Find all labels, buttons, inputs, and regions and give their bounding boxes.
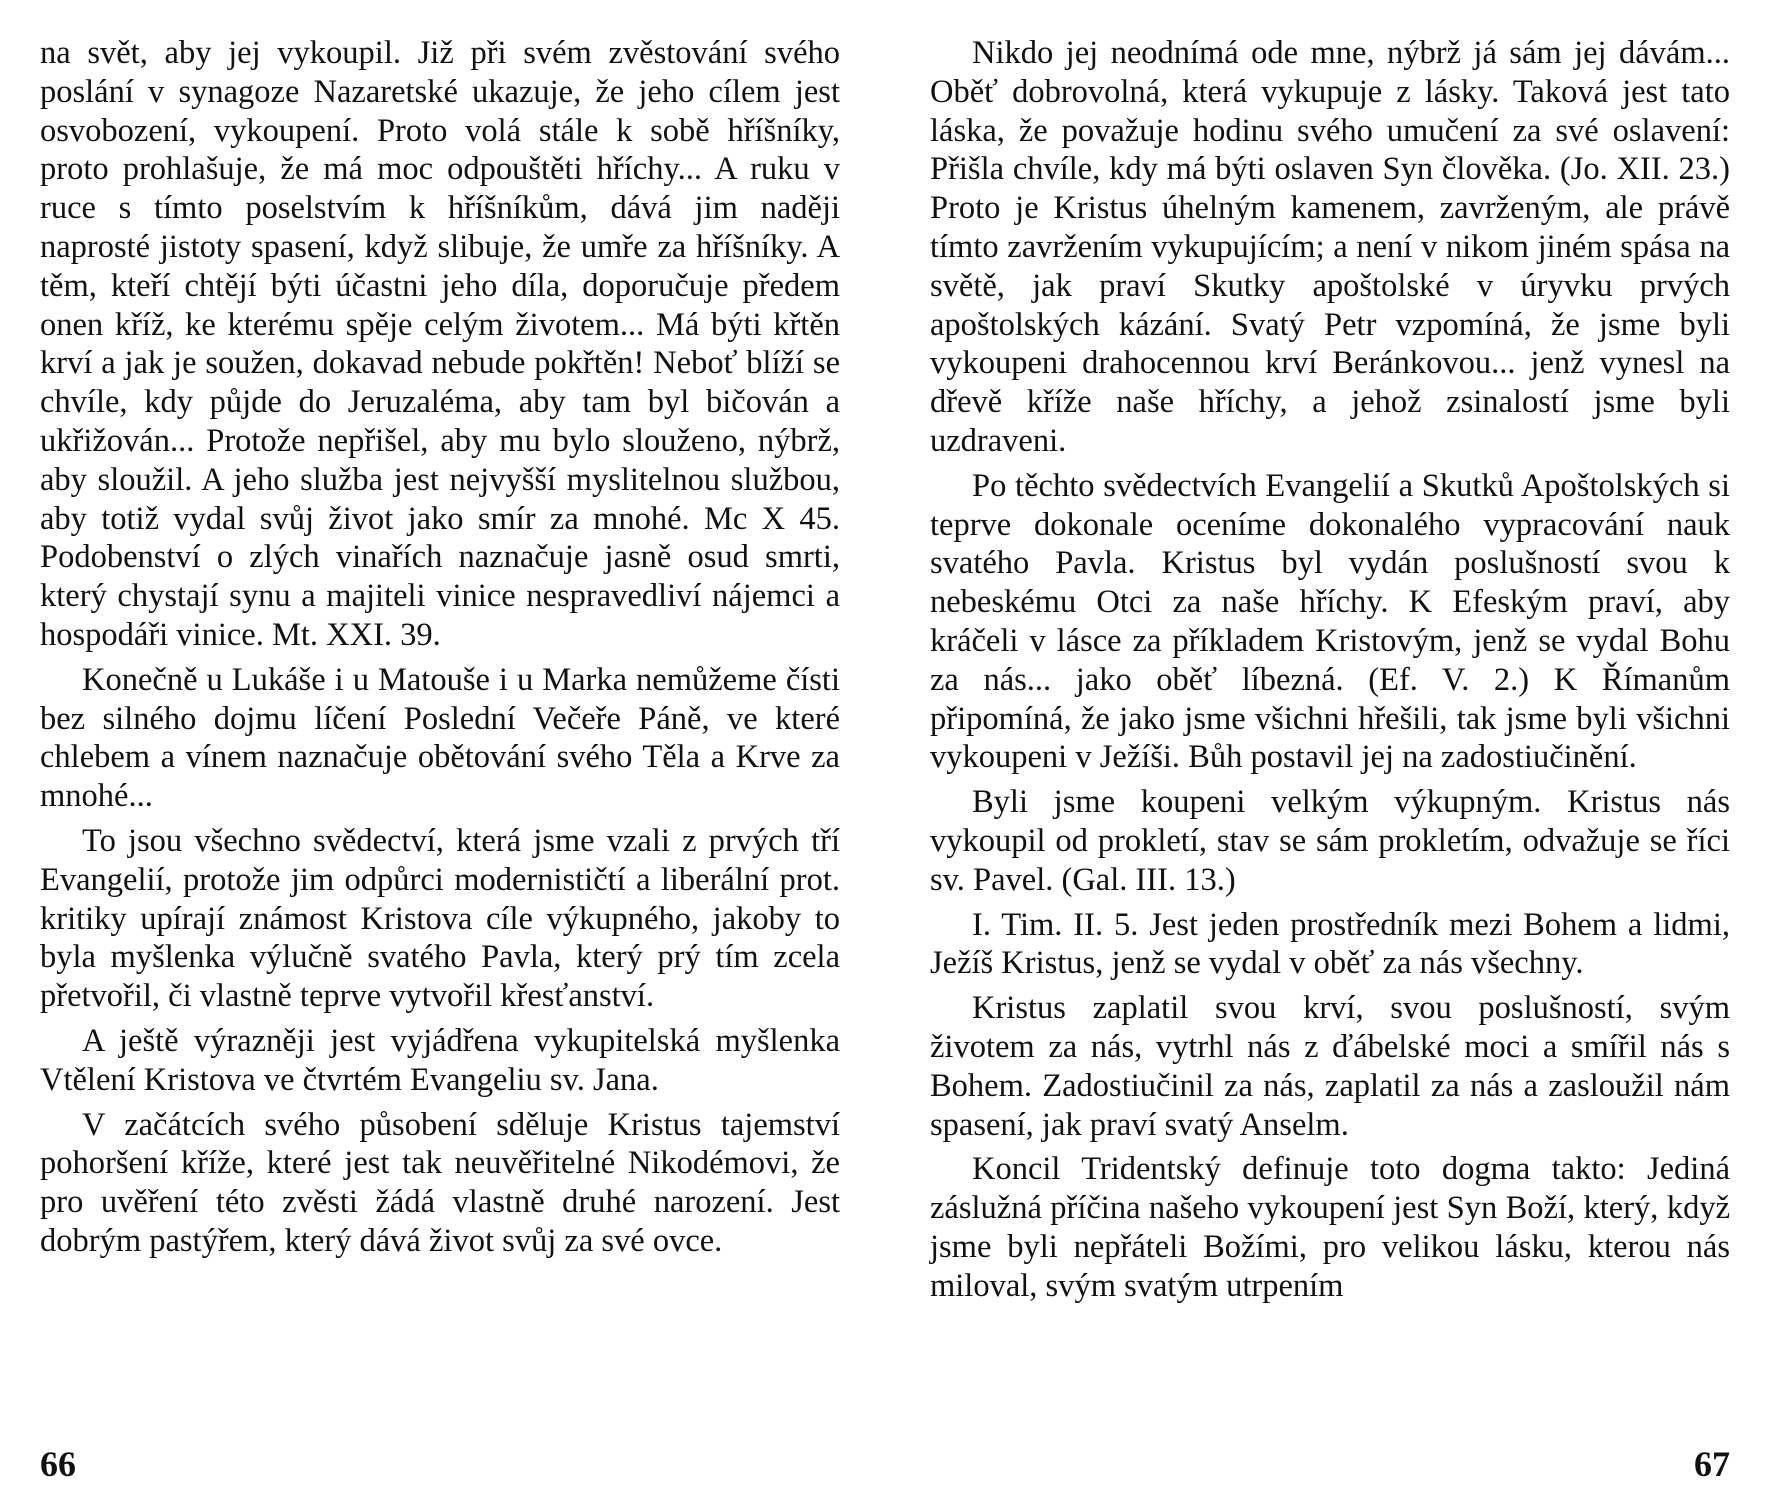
page-number-left: 66 [40, 1444, 76, 1484]
paragraph: Nikdo jej neodnímá ode mne, nýbrž já sám jej dávám... Oběť dobrovolná, která vykupuje z lásky. Taková jest tato láska, že považuje hodinu svého umučení za své oslavení: Přišla chvíle, kdy má býti oslaven Syn člověka. (Jo. XII. 23.) Proto je Kristus úhelným kamenem, zavrženým, ale právě tímto zavržením vykupujícím; a není v nikom jiném spása na světě, jak praví Skutky apoštolské v úryvku prvých apoštolských kázání. Svatý Petr vzpomíná, že jsme byli vykoupeni drahocennou krví Beránkovou... jenž vynesl na dřevě kříže naše hříchy, a jehož zsinalostí jsme byli uzdraveni. [930, 35, 1730, 459]
paragraph: Po těchto svědectvích Evangelií a Skutků Apoštolských si teprve dokonale oceníme dokonalého vypracování nauk svatého Pavla. Kristus byl vydán poslušností svou k nebeskému Otci za naše hříchy. K Efeským praví, aby kráčeli v lásce za příkladem Kristovým, jenž se vydal Bohu za nás... jako oběť líbezná. (Ef. V. 2.) K Římanům připomíná, že jako jsme všichni hřešili, tak jsme byli všichni vykoupeni v Ježíši. Bůh postavil jej na zadostiučinění. [930, 467, 1730, 776]
paragraph: A ještě výrazněji jest vyjádřena vykupitelská myšlenka Vtělení Kristova ve čtvrtém Evangeliu sv. Jana. [40, 1022, 840, 1098]
paragraph: To jsou všechno svědectví, která jsme vzali z prvých tří Evangelií, protože jim odpůrci modernističtí a liberální prot. kritiky upírají známost Kristova cíle výkupného, jakoby to byla myšlenka výlučně svatého Pavla, který prý tím zcela přetvořil, či vlastně teprve vytvořil křesťanství. [40, 822, 840, 1015]
paragraph: I. Tim. II. 5. Jest jeden prostředník mezi Bohem a lidmi, Ježíš Kristus, jenž se vydal v oběť za nás všechny. [930, 906, 1730, 982]
left-page [40, 34, 840, 1484]
right-page [930, 34, 1730, 1484]
paragraph: Koncil Tridentský definuje toto dogma takto: Jediná záslužná příčina našeho vykoupení jest Syn Boží, který, když jsme byli nepřáteli Božími, pro velikou lásku, kterou nás miloval, svým svatým utrpením [930, 1151, 1730, 1304]
page-number-right: 67 [1694, 1444, 1730, 1484]
paragraph: Konečně u Lukáše i u Matouše i u Marka nemůžeme čísti bez silného dojmu líčení Poslední Večeře Páně, ve které chlebem a vínem naznačuje obětování svého Těla a Krve za mnohé... [40, 661, 840, 815]
paragraph: Byli jsme koupeni velkým výkupným. Kristus nás vykoupil od prokletí, stav se sám prokletím, odvažuje se říci sv. Pavel. (Gal. III. 13.) [930, 784, 1730, 898]
paragraph: Kristus zaplatil svou krví, svou poslušností, svým životem za nás, vytrhl nás z ďábelské moci a smířil nás s Bohem. Zadostiučinil za nás, zaplatil za nás a zasloužil nám spasení, jak praví svatý Anselm. [930, 990, 1730, 1143]
right-page-text [930, 34, 1730, 1306]
paragraph: na svět, aby jej vykoupil. Již při svém zvěstování svého poslání v synagoze Nazaretské ukazuje, že jeho cílem jest osvobození, vykoupení. Proto volá stále k sobě hříšníky, proto prohlašuje, že má moc odpouštěti hříchy... A ruku v ruce s tímto poselstvím k hříšníkům, dává jim naději naprosté jistoty spasení, když slibuje, že umře za hříšníky. A těm, kteří chtějí býti účastni jeho díla, doporučuje předem onen kříž, ke kterému spěje celým životem... Má býti křtěn krví a jak je soužen, dokavad nebude pokřtěn! Neboť blíží se chvíle, kdy půjde do Jeruzaléma, aby tam byl bičován a ukřižován... Protože nepřišel, aby mu bylo slouženo, nýbrž, aby sloužil. A jeho služba jest nejvyšší myslitelnou službou, aby totiž vydal svůj život jako smír za mnohé. Mc X 45. Podobenství o zlých vinařích naznačuje jasně osud smrti, který chystají synu a majiteli vinice nespravedliví nájemci a hospodáři vinice. Mt. XXI. 39. [40, 35, 840, 653]
left-page-text [40, 34, 840, 1261]
paragraph: V začátcích svého působení sděluje Kristus tajemství pohoršení kříže, které jest tak neuvěřitelné Nikodémovi, že pro uvěření této zvěsti žádá vlastně druhé narození. Jest dobrým pastýřem, který dává život svůj za své ovce. [40, 1106, 840, 1259]
